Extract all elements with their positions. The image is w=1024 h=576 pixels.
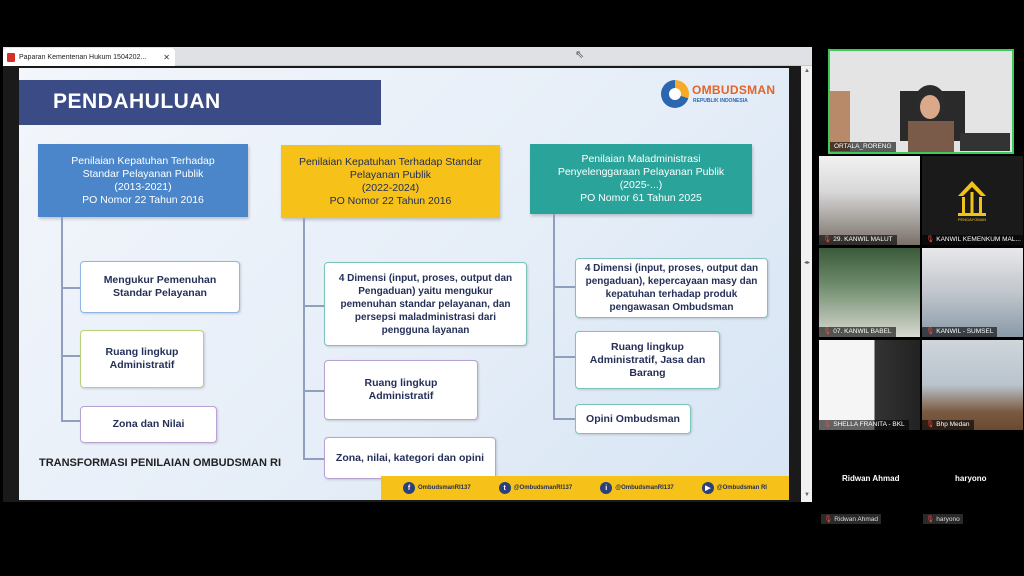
column-2-item: Zona, nilai, kategori dan opini [324,437,496,479]
tab-title: Paparan Kementerian Hukum 1504202... [19,53,147,61]
participant-label [819,235,897,245]
column-2-header-line: (2022-2024) [361,181,420,194]
pengayoman-emblem-icon [950,178,994,222]
connector-line [553,214,555,418]
participant-label [821,514,881,524]
connector-line [61,287,80,289]
column-3-header [530,144,752,214]
connector-line [61,355,80,357]
presentation-slide [19,68,789,500]
column-1-header [38,144,248,217]
mic-muted-icon: 🎙 [823,236,832,243]
youtube-handle [702,482,767,494]
browser-tab-bar [3,47,812,66]
participant-tile[interactable] [922,340,1023,430]
participant-label [922,327,997,337]
participant-name: Bhp Medan [936,421,970,428]
scroll-handle-icon[interactable]: ◂▸ [804,260,811,266]
participant-name: KANWIL KEMENKUM MAL... [936,236,1021,243]
participant-tile[interactable] [819,340,920,430]
participant-name: KANWIL - SUMSEL [936,328,994,335]
slide-footer-title: TRANSFORMASI PENILAIAN OMBUDSMAN RI [39,457,281,469]
connector-line [553,418,575,420]
mouse-cursor-icon: ⇖ [575,49,585,61]
column-3-header-line: PO Nomor 61 Tahun 2025 [580,192,702,204]
youtube-icon: ▶ [702,482,714,494]
shared-screen-window [3,47,812,502]
participant-video [830,51,1014,154]
mic-muted-icon: 🎙 [926,421,935,428]
participant-label [923,514,963,524]
column-2-item: 4 Dimensi (input, proses, output dan Pengaduan) yaitu mengukur pemenuhan standar pelayanan, dan persepsi maladministrasi dari pengguna layanan [324,262,527,346]
mic-muted-icon: 🎙 [926,516,935,523]
column-2-item: Ruang lingkup Administratif [324,360,478,420]
participant-label [819,420,909,430]
column-3-item: Opini Ombudsman [575,404,691,434]
emblem-text: PENGAYOMAN [957,217,987,222]
mic-muted-icon: 🎙 [824,516,833,523]
participant-tile[interactable] [922,248,1023,337]
slide-title-banner [19,80,381,125]
scroll-down-icon[interactable]: ▼ [804,492,810,498]
participant-tile[interactable] [922,156,1023,245]
column-3-header-line: (2025-...) [619,179,663,191]
column-1-header-line: (2013-2021) [114,180,172,193]
column-1-header-line: PO Nomor 22 Tahun 2016 [82,193,204,206]
mic-muted-icon: 🎙 [823,421,832,428]
column-3-item: Ruang lingkup Administratif, Jasa dan Barang [575,331,720,389]
column-2-header [281,145,500,218]
twitter-icon: t [499,482,511,494]
slide-title: PENDAHULUAN [53,90,221,113]
participant-name: SHELLA FRANITA - BKL [833,421,905,428]
participant-label [830,142,896,152]
participant-name: Ridwan Ahmad [834,516,878,523]
social-handle: @Ombudsman RI [716,485,767,491]
browser-tab[interactable] [3,48,175,66]
participant-label [922,420,974,430]
social-handle: @OmbudsmanRI137 [615,485,674,491]
connector-line [303,458,324,460]
connector-line [303,218,305,459]
participant-name-center[interactable]: haryono [955,474,987,483]
column-3-header-line: Penilaian Maladministrasi [581,153,701,165]
column-2-header-line: Pelayanan Publik [349,168,432,181]
social-media-bar [381,476,789,500]
connector-line [553,286,575,288]
close-tab-icon[interactable]: ✕ [163,52,170,62]
vertical-scrollbar[interactable] [801,66,812,502]
column-2-header-line: PO Nomor 22 Tahun 2016 [329,194,452,207]
twitter-handle [499,482,573,494]
logo-subtitle: REPUBLIK INDONESIA [693,98,748,104]
connector-line [61,217,63,421]
connector-line [553,356,575,358]
participant-label [922,235,1023,245]
ombudsman-logo [661,80,776,110]
participant-tile[interactable] [819,248,920,337]
participant-name: 29. KANWIL MALUT [833,236,893,243]
participant-label [819,327,896,337]
social-handle: @OmbudsmanRI137 [513,485,573,491]
connector-line [303,305,324,307]
scroll-up-icon[interactable]: ▲ [804,68,810,74]
mic-muted-icon: 🎙 [926,328,935,335]
column-3-header-line: Penyelenggaraan Pelayanan Publik [557,166,725,178]
participant-tile-active-speaker[interactable] [828,49,1014,154]
connector-line [61,420,80,422]
pdf-icon [7,53,15,62]
participant-name: 07. KANWIL BABEL [833,328,892,335]
ombudsman-logo-icon [661,80,689,108]
facebook-icon: f [403,482,415,494]
logo-name: OMBUDSMAN [692,83,776,97]
column-3-item: 4 Dimensi (input, proses, output dan pengaduan), kepercayaan masy dan kepatuhan terhadap produk pengawasan Ombudsman [575,258,768,318]
column-1-item: Ruang lingkup Administratif [80,330,204,388]
mic-muted-icon: 🎙 [926,236,935,243]
mic-muted-icon: 🎙 [823,328,832,335]
participant-name: ORTALA_RORENG [834,143,892,150]
column-1-header-line: Standar Pelayanan Publik [82,167,204,180]
instagram-icon: i [600,482,612,494]
participant-name: haryono [936,516,960,523]
participant-name-center[interactable]: Ridwan Ahmad [842,474,900,483]
facebook-handle [403,482,471,494]
column-1-item: Mengukur Pemenuhan Standar Pelayanan [80,261,240,313]
connector-line [303,390,324,392]
column-1-item: Zona dan Nilai [80,406,217,443]
social-handle: OmbudsmanRI137 [418,485,471,491]
participant-tile[interactable] [819,156,920,245]
column-1-header-line: Penilaian Kepatuhan Terhadap [71,154,215,167]
column-2-header-line: Penilaian Kepatuhan Terhadap Standar [298,155,483,168]
instagram-handle [600,482,674,494]
